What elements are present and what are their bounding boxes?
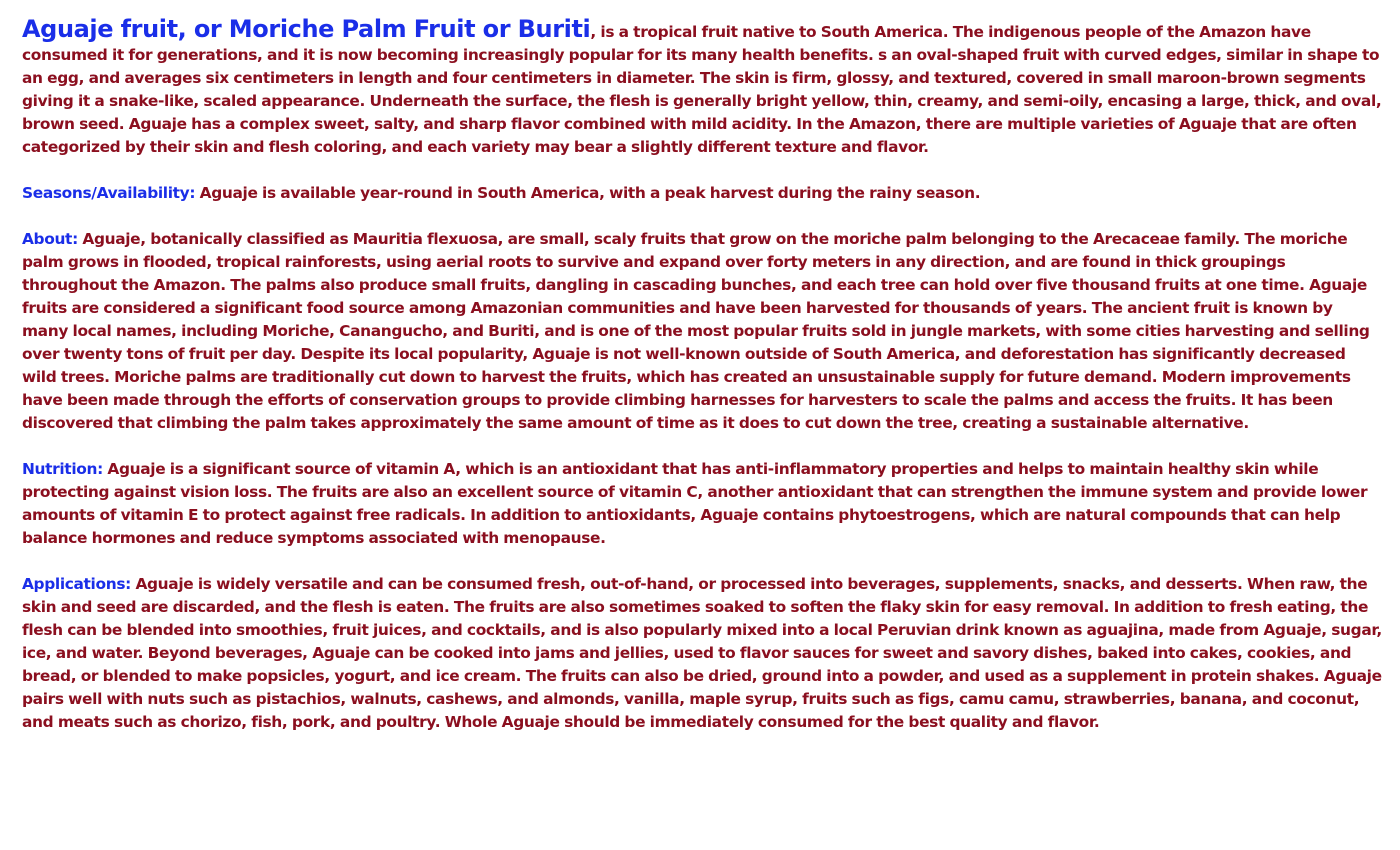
nutrition-paragraph bbox=[22, 458, 1382, 550]
applications-label: Applications: bbox=[22, 575, 131, 593]
seasons-label: Seasons/Availability: bbox=[22, 184, 196, 202]
applications-paragraph bbox=[22, 573, 1382, 734]
about-paragraph bbox=[22, 228, 1382, 435]
about-label: About: bbox=[22, 230, 78, 248]
about-text: Aguaje, botanically classified as Mauritia flexuosa, are small, scaly fruits that grow on the moriche palm belonging to the Arecaceae family. The moriche palm grows in flooded, tropical rainforests, using aerial roots to survive and expand over forty meters in any direction, and are found in thick groupings throughout the Amazon. The palms also produce small fruits, dangling in cascading bunches, and each tree can hold over five thousand fruits at one time. Aguaje fruits are considered a significant food source among Amazonian communities and have been harvested for thousands of years. The ancient fruit is known by many local names, including Moriche, Canangucho, and Buriti, and is one of the most popular fruits sold in jungle markets, with some cities harvesting and selling over twenty tons of fruit per day. Despite its local popularity, Aguaje is not well-known outside of South America, and deforestation has significantly decreased wild trees. Moriche palms are traditionally cut down to harvest the fruits, which has created an unsustainable supply for future demand. Modern improvements have been made through the efforts of conservation groups to provide climbing harnesses for harvesters to scale the palms and access the fruits. It has been discovered that climbing the palm takes approximately the same amount of time as it does to cut down the tree, creating a sustainable alternative. bbox=[22, 230, 1370, 432]
applications-text: Aguaje is widely versatile and can be consumed fresh, out-of-hand, or processed into beverages, supplements, snacks, and desserts. When raw, the skin and seed are discarded, and the flesh is eaten. The fruits are also sometimes soaked to soften the flaky skin for easy removal. In addition to fresh eating, the flesh can be blended into smoothies, fruit juices, and cocktails, and is also popularly mixed into a local Peruvian drink known as aguajina, made from Aguaje, sugar, ice, and water. Beyond beverages, Aguaje can be cooked into jams and jellies, used to flavor sauces for sweet and savory dishes, baked into cakes, cookies, and bread, or blended to make popsicles, yogurt, and ice cream. The fruits can also be dried, ground into a powder, and used as a supplement in protein shakes. Aguaje pairs well with nuts such as pistachios, walnuts, cashews, and almonds, vanilla, maple syrup, fruits such as figs, camu camu, strawberries, banana, and coconut, and meats such as chorizo, fish, pork, and poultry. Whole Aguaje should be immediately consumed for the best quality and flavor. bbox=[22, 575, 1382, 731]
seasons-paragraph bbox=[22, 182, 1382, 205]
article bbox=[22, 15, 1382, 757]
seasons-text: Aguaje is available year-round in South America, with a peak harvest during the rainy season. bbox=[195, 184, 981, 202]
page-title: Aguaje fruit, or Moriche Palm Fruit or Buriti bbox=[22, 15, 591, 43]
nutrition-text: Aguaje is a significant source of vitamin A, which is an antioxidant that has anti-inflammatory properties and helps to maintain healthy skin while protecting against vision loss. The fruits are also an excellent source of vitamin C, another antioxidant that can strengthen the immune system and provide lower amounts of vitamin E to protect against free radicals. In addition to antioxidants, Aguaje contains phytoestrogens, which are natural compounds that can help balance hormones and reduce symptoms associated with menopause. bbox=[22, 460, 1368, 547]
nutrition-label: Nutrition: bbox=[22, 460, 103, 478]
intro-text: , is a tropical fruit native to South America. The indigenous people of the Amazon have consumed it for generations, and it is now becoming increasingly popular for its many health benefits. s an oval-shaped fruit with curved edges, similar in shape to an egg, and averages six centimeters in length and four centimeters in diameter. The skin is firm, glossy, and textured, covered in small maroon-brown segments giving it a snake-like, scaled appearance. Underneath the surface, the flesh is generally bright yellow, thin, creamy, and semi-oily, encasing a large, thick, and oval, brown seed. Aguaje has a complex sweet, salty, and sharp flavor combined with mild acidity. In the Amazon, there are multiple varieties of Aguaje that are often categorized by their skin and flesh coloring, and each variety may bear a slightly different texture and flavor. bbox=[22, 23, 1382, 156]
intro-paragraph bbox=[22, 15, 1382, 159]
